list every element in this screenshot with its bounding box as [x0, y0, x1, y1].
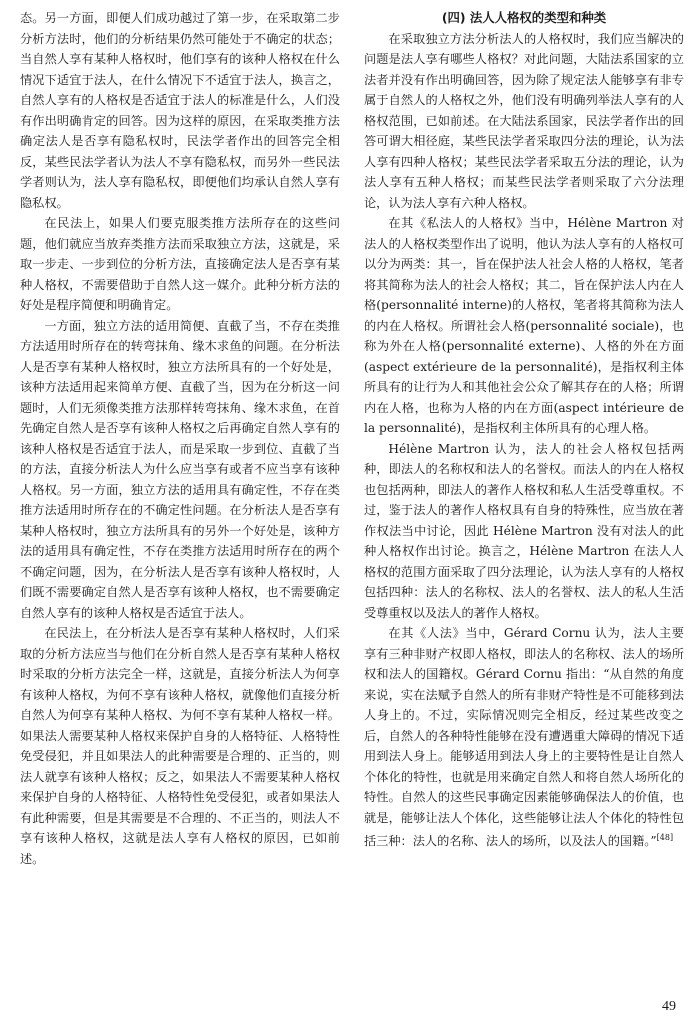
left-column — [20, 8, 340, 869]
paragraph: 态。另一方面，即便人们成功越过了第一步，在采取第二步分析方法时，他们的分析结果仍然可能处于不确定的状态；当自然人享有某种人格权时，他们享有的该种人格权在什么情况下适宜于法人，在什么情况下不适宜于法人，换言之，自然人享有的人格权是否适宜于法人的标准是什么，人们没有作出明确肯定的回答。因为这样的原因，在采取类推方法确定法人是否享有隐私权时，民法学者作出的回答完全相反，某些民法学者认为法人不享有隐私权，而另外一些民法学者则认为，法人享有隐私权，即便他们均承认自然人享有隐私权。 — [20, 11, 340, 210]
paragraph: 在民法上，在分析法人是否享有某种人格权时，人们采取的分析方法应当与他们在分析自然人是否享有某种人格权时采取的分析方法完全一样，这就是，直接分析法人为何享有该种人格权，为何不享有该种人格权，就像他们直接分析自然人为何享有某种人格权、为何不享有某种人格权一样。如果法人需要某种人格权来保护自身的人格特征、人格特性免受侵犯，并且如果法人的此种需要是合理的、正当的，则法人就享有该种人格权；反之，如果法人不需要某种人格权来保护自身的人格特征、人格特性免受侵犯，或者如果法人有此种需要，但是其需要是不合理的、不正当的，则法人不享有该种人格权，这就是法人享有人格权的原因，已如前述。 — [20, 626, 340, 866]
paragraph-text: 在其《人法》当中，Gérard Cornu 认为，法人主要享有三种非财产权即人格权，即法人的名称权、法人的场所权和法人的国籍权。Gérard Cornu 指出：“从自然的角度来说，实在法赋予自然人的所有非财产特性是不可能移到法人身上的。不过，实际情况则完全相反，经过某些改变之后，自然人的各种特性能够在没有遭遇重大障碍的情况下适用到法人身上。能够适用到法人身上的主要特性是让自然人个体化的特性，也就是用来确定自然人和将自然人场所化的特性。自然人的这些民事确定因素能够确保法人的价值，也就是，能够让法人个体化，这些能够让法人个体化的特性包括三种：法人的名称、法人的场所，以及法人的国籍。” — [364, 626, 684, 849]
paragraph: 在民法上，如果人们要克服类推方法所存在的这些问题，他们就应当放弃类推方法而采取独立方法，这就是，采取一步走、一步到位的分析方法，直接确定法人是否享有某种人格权，不需要借助于自然人这一媒介。此种分析方法的好处是程序简便和明确肯定。 — [20, 216, 340, 312]
paragraph: 在采取独立方法分析法人的人格权时，我们应当解决的问题是法人享有哪些人格权？对此问题，大陆法系国家的立法者并没有作出明确回答，因为除了规定法人能够享有非专属于自然人的人格权之外，他们没有明确列举法人享有的人格权范围，已如前述。在大陆法系国家，民法学者作出的回答可谓大相径庭，某些民法学者采取四分法的理论，认为法人享有四种人格权；某些民法学者采取五分法的理论，认为法人享有五种人格权；而某些民法学者则采取了六分法理论，认为法人享有六种人格权。 — [364, 31, 684, 210]
section-heading: (四) 法人人格权的类型和种类 — [441, 10, 607, 25]
paragraph: 一方面，独立方法的适用简便、直截了当，不存在类推方法适用时所存在的转弯抹角、缘木求鱼的问题。在分析法人是否享有某种人格权时，独立方法所具有的一个好处是，该种方法适用起来简单方便、直截了当，因为在分析这一问题时，人们无须像类推方法那样转弯抹角、缘木求鱼，在首先确定自然人是否享有该种人格权之后再确定自然人享有的该种人格权是否适宜于法人，而是采取一步到位、直截了当的方法，直接分析法人为什么应当享有或者不应当享有该种人格权。另一方面，独立方法的适用具有确定性，不存在类推方法适用时所存在的不确定性问题。在分析法人是否享有某种人格权时，独立方法所具有的另外一个好处是，该种方法的适用具有确定性，不存在类推方法适用时所存在的两个不确定问题，因为，在分析法人是否享有该种人格权时，人们既不需要确定自然人是否享有该种人格权，也不需要确定自然人享有的该种人格权是否适宜于法人。 — [20, 318, 340, 620]
page-number: 49 — [662, 999, 676, 1014]
paragraph: 在其《私法人的人格权》当中，Hélène Martron 对法人的人格权类型作出了说明，他认为法人享有的人格权可以分为两类：其一，旨在保护法人社会人格的人格权，笔者将其简称为法人的社会人格权；其二，旨在保护法人内在人格(personnalité interne)的人格权，笔者将其简称为法人的内在人格权。所谓社会人格(personnalité sociale)，也称为外在人格(personnalité externe)、人格的外在方面(aspect extérieure de la personnalité)，是指权利主体所具有的让行为人和其他社会公众了解其存在的人格；所谓内在人格，也称为人格的内在方面(aspect intérieure de la personnalité)，是指权利主体所具有的心理人格。 — [364, 216, 684, 435]
right-column — [364, 8, 684, 852]
paragraph: Hélène Martron 认为，法人的社会人格权包括两种，即法人的名称权和法人的名誉权。而法人的内在人格权也包括两种，即法人的著作人格权和私人生活受尊重权。不过，鉴于法人的著作人格权具有自身的特殊性，应当放在著作权法当中讨论，因此 Hélène Martron 没有对法人的此种人格权作出讨论。换言之，Hélène Martron 在法人人格权的范围方面采取了四分法理论，认为法人享有的人格权包括四种：法人的名称权、法人的名誉权、法人的私人生活受尊重权以及法人的著作人格权。 — [364, 441, 684, 620]
paragraph — [364, 623, 684, 852]
footnote-ref: [48] — [656, 833, 674, 842]
